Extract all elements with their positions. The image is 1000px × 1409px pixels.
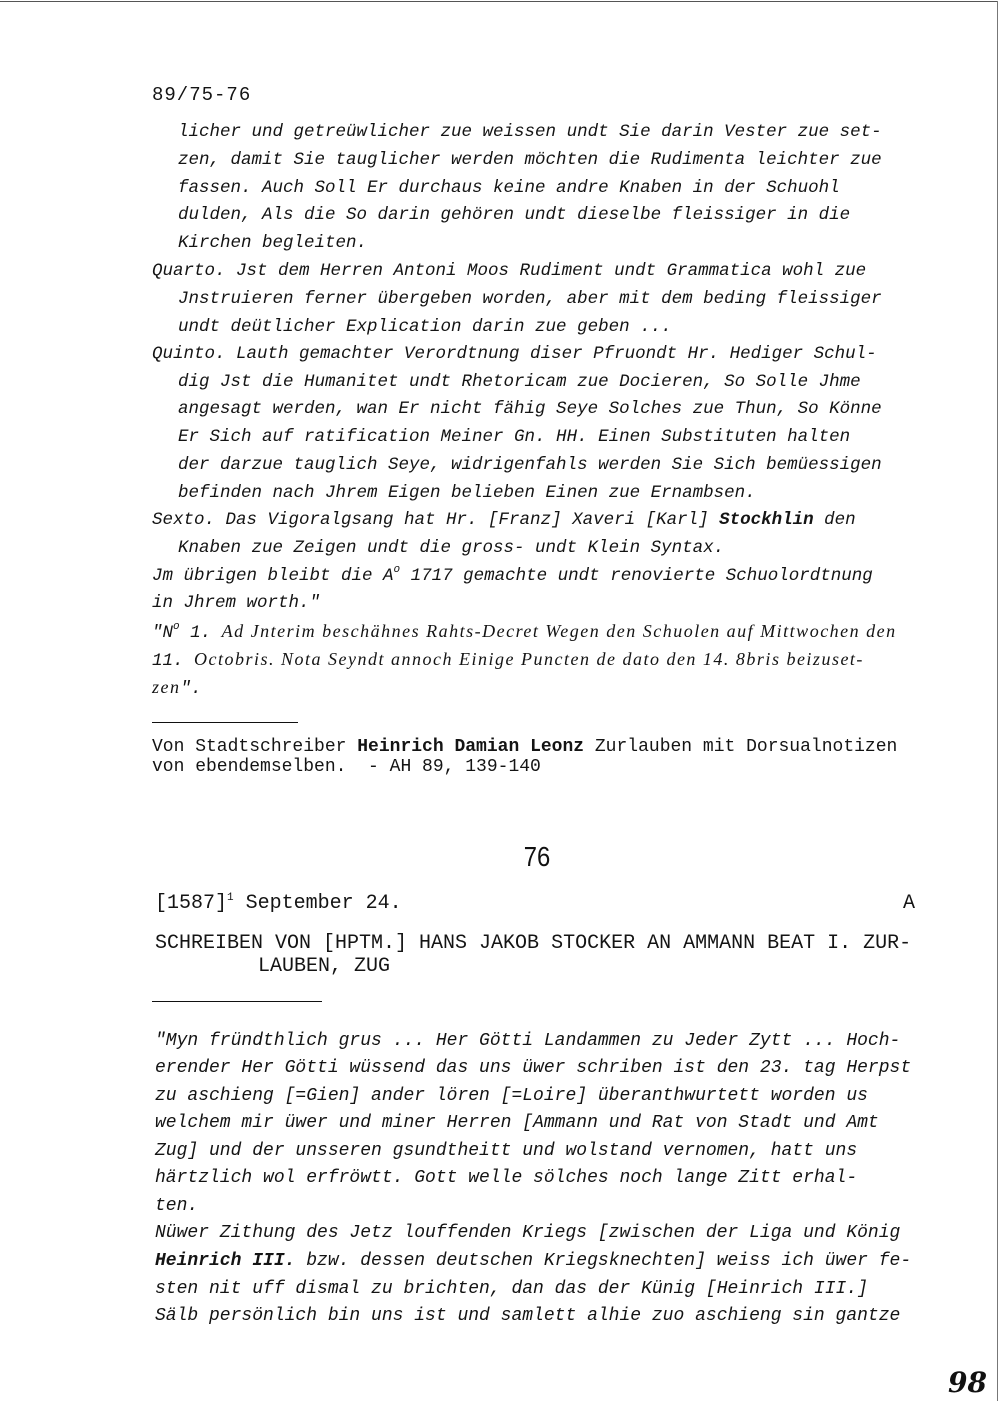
source-line: von ebendemselben. - AH 89, 139-140 <box>152 757 541 777</box>
dorsal-note-text: Octobris. Nota Seyndt annoch Einige Puncten de dato den 14. 8bris beizuset- <box>194 649 864 669</box>
text-line: Quarto. Jst dem Herren Antoni Moos Rudiment undt Grammatica wohl zue <box>152 261 867 281</box>
text-line: zen, damit Sie tauglicher werden möchten die Rudimenta leichter zue <box>178 150 882 170</box>
text-segment: "N <box>152 623 174 643</box>
text-line: Zug] und der unsseren gsundtheitt und wolstand vernomen, hatt uns <box>155 1141 858 1161</box>
date-line <box>155 894 402 914</box>
dorsal-note-text: Ad Jnterim beschähnes Rahts-Decret Wegen den Schuolen auf Mittwochen den <box>221 621 897 641</box>
text-line: licher und getreüwlicher zue weissen undt Sie darin Vester zue set- <box>178 122 882 142</box>
text-line <box>152 621 897 643</box>
text-line: erender Her Götti wüssend das uns üwer schriben ist den 23. tag Herpst <box>155 1058 912 1078</box>
page-number-stamp: 98 <box>948 1366 987 1399</box>
text-line: fassen. Auch Soll Er durchaus keine andre Knaben in der Schuohl <box>178 178 840 198</box>
text-line <box>152 649 864 671</box>
text-line: sten nit uff dismal zu brichten, dan das der Künig [Heinrich III.] <box>155 1279 868 1299</box>
text-segment: ". <box>180 679 202 699</box>
source-line <box>152 737 897 757</box>
text-line: ten. <box>155 1196 199 1216</box>
text-line <box>152 677 202 699</box>
text-line: undt deütlicher Explication darin zue geben ... <box>178 317 672 337</box>
text-segment: 11. <box>152 651 195 671</box>
text-line <box>155 1251 911 1271</box>
title-line: LAUBEN, ZUG <box>258 955 391 978</box>
text-segment: September 24. <box>233 892 402 915</box>
superscript: o <box>173 621 180 633</box>
text-line: Nüwer Zithung des Jetz louffenden Kriegs [zwischen der Liga und König <box>155 1223 901 1243</box>
text-segment: Von Stadtschreiber <box>152 737 358 757</box>
text-line: Knaben zue Zeigen undt die gross- undt Klein Syntax. <box>178 538 725 558</box>
section-rule <box>152 1001 322 1002</box>
text-line: "Myn fründthlich grus ... Her Götti Landammen zu Jeder Zytt ... Hoch- <box>155 1031 901 1051</box>
superscript: o <box>393 564 401 576</box>
document-type-letter: A <box>903 892 916 915</box>
text-line: dig Jst die Humanitet undt Rhetoricam zue Docieren, So Solle Jhme <box>178 372 861 392</box>
text-line <box>152 566 873 586</box>
text-line: befinden nach Jhrem Eigen belieben Einen zue Ernambsen. <box>178 483 756 503</box>
text-line: Jnstruieren ferner übergeben worden, aber mit dem beding fleissiger <box>178 289 882 309</box>
text-line: dulden, Als die So darin gehören undt dieselbe fleissiger in die <box>178 205 851 225</box>
text-line: in Jhrem worth." <box>152 593 321 613</box>
text-line: Quinto. Lauth gemachter Verordtnung diser Pfruondt Hr. Hediger Schul- <box>152 344 877 364</box>
text-segment: [1587] <box>155 892 228 915</box>
page-reference: 89/75-76 <box>152 84 252 106</box>
bold-name: Stockhlin <box>719 510 814 530</box>
footnote-marker: 1 <box>227 892 234 904</box>
text-segment: Sexto. Das Vigoralgsang hat Hr. [Franz] Xaveri [Karl] <box>152 510 720 530</box>
text-segment: 1717 gemachte undt renovierte Schuolordtnung <box>400 566 873 586</box>
text-segment: den <box>813 510 856 530</box>
text-segment: 1. <box>179 623 222 643</box>
text-line: Sälb persönlich bin uns ist und samlett alhie zuo aschieng sin gantze <box>155 1306 901 1326</box>
text-line: angesagt werden, wan Er nicht fähig Seye Solches zue Thun, So Könne <box>178 399 882 419</box>
scan-frame-top <box>0 1 998 2</box>
text-line: der darzue tauglich Seye, widrigenfahls werden Sie Sich bemüessigen <box>178 455 882 475</box>
scan-frame-right <box>997 1 998 1401</box>
bold-name: Heinrich Damian Leonz <box>357 737 585 757</box>
bold-name: Heinrich III. <box>155 1251 296 1271</box>
text-segment: Jm übrigen bleibt die A <box>152 566 394 586</box>
text-line: zu aschieng [=Gien] ander lören [=Loire] überanthwurtett worden us <box>155 1086 868 1106</box>
text-line: Er Sich auf ratification Meiner Gn. HH. Einen Substituten halten <box>178 427 851 447</box>
text-segment: bzw. dessen deutschen Kriegsknechten] weiss ich üwer fe- <box>295 1251 912 1271</box>
text-line: Kirchen begleiten. <box>178 233 368 253</box>
document-number: 76 <box>523 841 551 872</box>
footnote-rule <box>152 722 298 723</box>
dorsal-note-text: zen <box>152 677 181 697</box>
text-line: härtzlich wol erfröwtt. Gott welle sölches noch lange Zitt erhal- <box>155 1168 858 1188</box>
text-line: welchem mir üwer und miner Herren [Ammann und Rat von Stadt und Amt <box>155 1113 879 1133</box>
text-line <box>152 510 856 530</box>
text-segment: Zurlauben mit Dorsualnotizen <box>584 737 898 757</box>
title-line: SCHREIBEN VON [HPTM.] HANS JAKOB STOCKER AN AMMANN BEAT I. ZUR- <box>155 932 912 955</box>
